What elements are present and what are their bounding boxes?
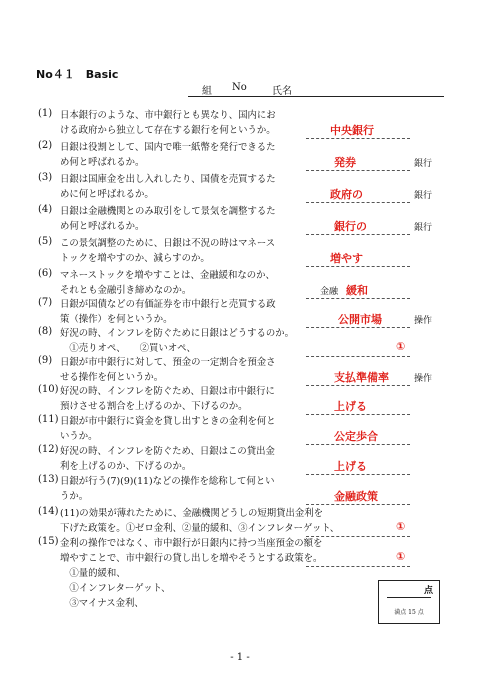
question-line: 日本銀行のような、市中銀行とも異なり、国内にお	[60, 110, 276, 121]
question-line: ①インフレターゲット、	[60, 583, 171, 594]
question-line: め何と呼ばれるか。	[60, 221, 145, 232]
question-line: 日銀は役割として、国内で唯一紙幣を発行できるた	[60, 142, 276, 153]
question-line: うか。	[60, 491, 89, 502]
question-number: (15)	[38, 536, 59, 547]
question-number: (9)	[38, 355, 53, 366]
question-number: (10)	[38, 384, 59, 395]
answer-text: 上げる	[334, 460, 367, 473]
answer-text: 増やす	[330, 252, 363, 265]
answer-text: ①	[396, 550, 406, 563]
question-line: 日銀は国庫金を出し入れしたり、国債を売買するた	[60, 174, 276, 185]
answer-suffix: 銀行	[414, 159, 433, 169]
question-number: (5)	[38, 236, 53, 247]
question-line: 日銀が行う(7)(9)(11)などの操作を総称して何とい	[60, 476, 275, 487]
question-text	[60, 536, 360, 611]
answer-text: 政府の	[330, 188, 363, 201]
question-number: (1)	[38, 108, 53, 119]
question-number: (14)	[38, 506, 59, 517]
page-number: - 1 -	[230, 652, 250, 663]
question-line: 日銀は金融機関とのみ取引をして景気を調整するた	[60, 206, 276, 217]
question-number: (3)	[38, 172, 53, 183]
answer-suffix: 操作	[414, 374, 433, 384]
question-line: 好況の時、インフレを防ぐために日銀はどうするのか。	[60, 328, 295, 339]
answer-text: 上げる	[334, 400, 367, 413]
question-text	[60, 172, 304, 202]
answer-text: 緩和	[346, 284, 368, 297]
question-number: (4)	[38, 204, 53, 215]
answer-text: 中央銀行	[330, 124, 374, 137]
name-label: 氏名	[272, 86, 292, 97]
answer-text: 発券	[334, 156, 356, 169]
answer-suffix: 銀行	[414, 191, 433, 201]
question-line: め何と呼ばれるか。	[60, 157, 145, 168]
full-marks-label: 満点 15 点	[394, 609, 424, 616]
question-number: (12)	[38, 444, 59, 455]
question-line: トックを増やすのか、減らすのか。	[60, 253, 210, 264]
question-line: 日銀が国債などの有価証券を市中銀行と売買する政	[60, 299, 276, 310]
question-line: ける政府から独立して存在する銀行を何というか。	[60, 125, 276, 136]
answer-text: 公開市場	[338, 313, 382, 326]
answer-text: 支払準備率	[334, 371, 389, 384]
question-line: 好況の時、インフレを防ぐため、日銀は市中銀行に	[60, 386, 275, 397]
question-number: (2)	[38, 140, 53, 151]
question-text	[60, 204, 304, 234]
question-line: この景気調整のために、日銀は不況の時はマネース	[60, 238, 276, 249]
answer-text: 銀行の	[334, 220, 367, 233]
question-line: いうか。	[60, 431, 98, 442]
answer-blank[interactable]	[306, 156, 410, 171]
question-line: (11)の効果が薄れたために、金融機関どうしの短期貸出金利を	[60, 508, 323, 519]
question-line: 日銀が市中銀行に対して、預金の一定割合を預金さ	[60, 357, 276, 368]
answer-text: ①	[396, 340, 406, 353]
question-line: マネーストックを増やすことは、金融緩和なのか、	[60, 270, 275, 281]
answer-blank[interactable]	[306, 342, 410, 357]
question-text	[60, 444, 304, 474]
question-line: 利を上げるのか、下げるのか。	[60, 461, 192, 472]
answer-prefix: 金融	[320, 287, 339, 297]
question-line: 策（操作）を何というか。	[60, 314, 173, 325]
page-title: No４１ Basic	[36, 68, 119, 81]
question-text	[60, 414, 304, 444]
answer-suffix: 銀行	[414, 223, 433, 233]
number-label: No	[232, 82, 247, 93]
question-line: それとも金融引き締めなのか。	[60, 285, 192, 296]
question-text	[60, 355, 304, 385]
class-label: 組	[202, 86, 212, 97]
question-line: 下げた政策を。①ゼロ金利、②量的緩和、③インフレターゲット、	[60, 523, 340, 534]
question-number: (7)	[38, 297, 53, 308]
question-line: 預けさせる割合を上げるのか、下げるのか。	[60, 401, 248, 412]
question-text	[60, 236, 304, 266]
question-line: 金利の操作ではなく、市中銀行が日銀内に持つ当座預金の額を	[60, 538, 323, 549]
question-line: めに何と呼ばれるか。	[60, 189, 154, 200]
question-number: (6)	[38, 268, 53, 279]
answer-suffix: 操作	[414, 316, 433, 326]
question-text	[60, 268, 304, 298]
answer-text: 金融政策	[334, 490, 378, 503]
question-line: ①売りオペ、 ②買いオペ、	[60, 343, 196, 354]
question-line: 増やすことで、市中銀行の貸し出しを増やそうとする政策を。	[60, 553, 323, 564]
question-text	[60, 474, 304, 504]
answer-text: ①	[396, 520, 406, 533]
answer-text: 公定歩合	[334, 430, 378, 443]
student-info-header	[188, 80, 444, 97]
question-text	[60, 384, 304, 414]
question-line: せる操作を何というか。	[60, 372, 164, 383]
question-line: ③マイナス金利、	[60, 598, 144, 609]
question-number: (11)	[38, 414, 59, 425]
question-line: ①量的緩和、	[60, 568, 126, 579]
score-box	[378, 580, 440, 624]
question-number: (8)	[38, 326, 53, 337]
question-text	[60, 326, 304, 356]
question-line: 日銀が市中銀行に資金を貸し出すときの金利を何と	[60, 416, 276, 427]
question-line: 好況の時、インフレを防ぐため、日銀はこの貸出金	[60, 446, 275, 457]
question-text	[60, 108, 304, 138]
answer-blank[interactable]	[306, 552, 410, 567]
question-text	[60, 297, 304, 327]
answer-blank[interactable]	[306, 522, 410, 537]
score-underline	[387, 597, 431, 598]
points-label: 点	[423, 586, 433, 596]
question-number: (13)	[38, 474, 59, 485]
question-text	[60, 140, 304, 170]
